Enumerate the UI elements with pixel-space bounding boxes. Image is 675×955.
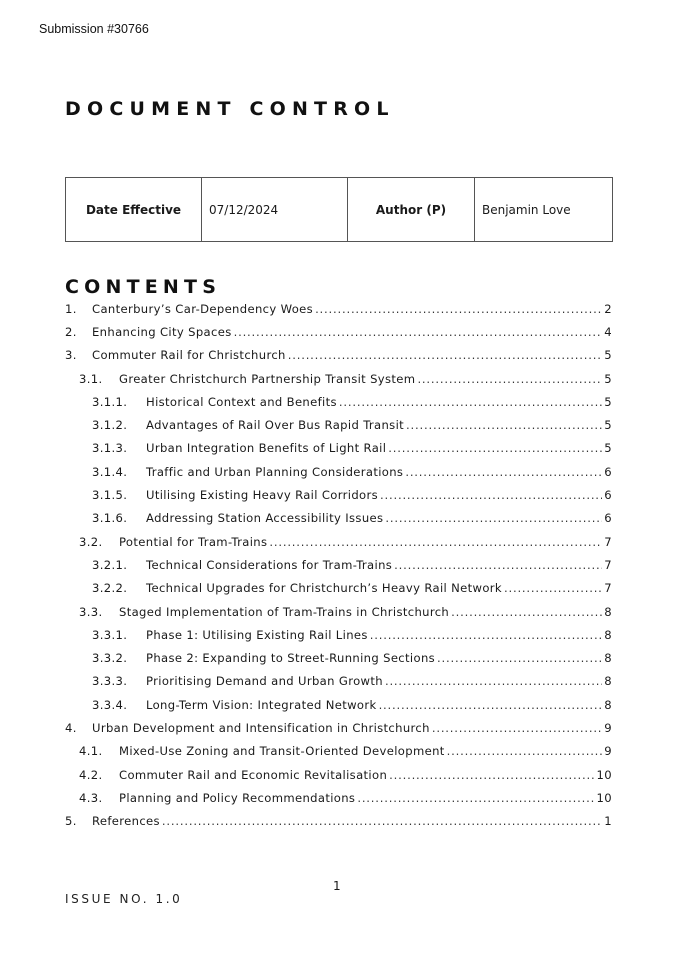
toc-entry-number: 3.1.5. [92,488,128,503]
toc-dot-leader [370,628,603,642]
toc-dot-leader [379,698,603,712]
toc-dot-leader [388,441,602,455]
toc-entry-page: 8 [604,697,612,712]
toc-entry-page: 5 [604,418,612,433]
toc-entry[interactable] [65,553,612,576]
toc-entry-number: 3.3.1. [92,627,128,642]
toc-entry-title[interactable]: Addressing Station Accessibility Issues [146,511,384,526]
toc-entry-title[interactable]: Greater Christchurch Partnership Transit System [119,371,416,386]
table-of-contents [65,297,612,833]
toc-entry-number: 3.2.1. [92,557,128,572]
toc-entry[interactable] [65,367,612,390]
toc-entry[interactable] [65,577,612,600]
toc-dot-leader [380,488,602,502]
toc-entry-page: 7 [604,581,612,596]
toc-entry[interactable] [65,763,612,786]
toc-entry-page: 1 [604,814,612,829]
toc-dot-leader [389,768,594,782]
toc-entry-page: 8 [604,604,612,619]
toc-entry-number: 3.3. [79,604,103,619]
toc-entry-page: 9 [604,720,612,735]
toc-entry-number: 3. [65,348,77,363]
toc-entry-number: 2. [65,324,77,339]
toc-entry-page: 7 [604,534,612,549]
toc-entry[interactable] [65,460,612,483]
toc-entry-number: 3.3.3. [92,674,128,689]
toc-entry-number: 3.3.4. [92,697,128,712]
toc-entry-title[interactable]: Traffic and Urban Planning Considerations [146,464,404,479]
toc-dot-leader [357,791,594,805]
toc-entry-number: 3.1.3. [92,441,128,456]
toc-dot-leader [385,674,602,688]
toc-dot-leader [385,511,602,525]
toc-entry-title[interactable]: Staged Implementation of Tram-Trains in Christchurch [119,604,450,619]
toc-entry[interactable] [65,740,612,763]
page-number: 1 [333,879,341,893]
toc-entry[interactable] [65,297,612,320]
toc-entry-title[interactable]: Historical Context and Benefits [146,394,337,409]
toc-entry[interactable] [65,670,612,693]
toc-entry[interactable] [65,483,612,506]
submission-number: Submission #30766 [39,22,149,36]
toc-dot-leader [394,558,602,572]
toc-entry-title[interactable]: Urban Development and Intensification in Christchurch [92,720,430,735]
toc-entry[interactable] [65,413,612,436]
toc-entry-page: 8 [604,627,612,642]
toc-dot-leader [447,744,603,758]
toc-entry-title[interactable]: References [92,814,160,829]
toc-entry-number: 3.1. [79,371,103,386]
toc-entry-title[interactable]: Technical Upgrades for Christchurch’s Heavy Rail Network [146,581,502,596]
toc-dot-leader [417,372,602,386]
toc-entry-title[interactable]: Mixed-Use Zoning and Transit-Oriented Development [119,744,445,759]
toc-entry-page: 9 [604,744,612,759]
toc-entry-title[interactable]: Urban Integration Benefits of Light Rail [146,441,387,456]
toc-entry-number: 4.3. [79,790,103,805]
toc-dot-leader [339,395,602,409]
toc-entry-page: 8 [604,651,612,666]
toc-entry-number: 3.3.2. [92,651,128,666]
toc-entry-page: 2 [604,301,612,316]
author-value: Benjamin Love [475,178,613,242]
date-effective-value: 07/12/2024 [202,178,348,242]
toc-entry-title[interactable]: Phase 1: Utilising Existing Rail Lines [146,627,368,642]
toc-entry[interactable] [65,693,612,716]
toc-entry[interactable] [65,437,612,460]
toc-entry-page: 4 [604,324,612,339]
toc-entry-page: 7 [604,557,612,572]
toc-entry[interactable] [65,623,612,646]
toc-dot-leader [288,348,603,362]
toc-entry-number: 3.2.2. [92,581,128,596]
toc-entry-number: 3.1.4. [92,464,128,479]
toc-entry-number: 3.1.6. [92,511,128,526]
toc-entry-number: 3.1.2. [92,418,128,433]
toc-entry[interactable] [65,600,612,623]
toc-entry-page: 5 [604,441,612,456]
toc-entry-title[interactable]: Phase 2: Expanding to Street-Running Sections [146,651,436,666]
toc-dot-leader [406,418,602,432]
toc-entry-number: 1. [65,301,77,316]
issue-number: ISSUE NO. 1.0 [65,892,183,906]
toc-dot-leader [432,721,602,735]
toc-entry-page: 6 [604,488,612,503]
toc-dot-leader [269,535,602,549]
toc-entry-title[interactable]: Enhancing City Spaces [92,324,232,339]
document-control-table [65,177,613,242]
toc-entry[interactable] [65,786,612,809]
toc-dot-leader [504,581,602,595]
toc-entry-number: 5. [65,814,77,829]
toc-entry-title[interactable]: Prioritising Demand and Urban Growth [146,674,383,689]
toc-dot-leader [162,814,602,828]
toc-entry-title[interactable]: Technical Considerations for Tram-Trains [146,557,393,572]
toc-entry[interactable] [65,530,612,553]
toc-entry-title[interactable]: Potential for Tram-Trains [119,534,268,549]
toc-entry-page: 10 [596,790,612,805]
toc-entry-number: 4.2. [79,767,103,782]
date-effective-label: Date Effective [66,178,202,242]
toc-entry-number: 4.1. [79,744,103,759]
toc-entry-number: 3.2. [79,534,103,549]
toc-entry-title[interactable]: Utilising Existing Heavy Rail Corridors [146,488,379,503]
toc-entry-title[interactable]: Planning and Policy Recommendations [119,790,356,805]
author-label: Author (P) [348,178,475,242]
toc-entry-page: 6 [604,464,612,479]
toc-entry-title[interactable]: Canterbury’s Car-Dependency Woes [92,301,314,316]
toc-entry-number: 3.1.1. [92,394,128,409]
toc-entry-title[interactable]: Long-Term Vision: Integrated Network [146,697,377,712]
toc-dot-leader [234,325,603,339]
toc-entry[interactable] [65,810,612,833]
toc-entry-number: 4. [65,720,77,735]
toc-entry-page: 8 [604,674,612,689]
contents-heading: CONTENTS [65,276,222,298]
toc-entry-page: 5 [604,394,612,409]
toc-dot-leader [315,302,602,316]
toc-entry-page: 5 [604,348,612,363]
toc-entry[interactable] [65,716,612,739]
document-control-heading: DOCUMENT CONTROL [65,98,395,120]
toc-dot-leader [451,605,602,619]
toc-dot-leader [405,465,602,479]
toc-dot-leader [437,651,602,665]
toc-entry[interactable] [65,320,612,343]
toc-entry-title[interactable]: Advantages of Rail Over Bus Rapid Transit [146,418,405,433]
toc-entry-title[interactable]: Commuter Rail and Economic Revitalisation [119,767,388,782]
toc-entry[interactable] [65,507,612,530]
toc-entry[interactable] [65,344,612,367]
toc-entry-page: 10 [596,767,612,782]
toc-entry-title[interactable]: Commuter Rail for Christchurch [92,348,286,363]
toc-entry[interactable] [65,390,612,413]
toc-entry-page: 6 [604,511,612,526]
toc-entry[interactable] [65,646,612,669]
toc-entry-page: 5 [604,371,612,386]
